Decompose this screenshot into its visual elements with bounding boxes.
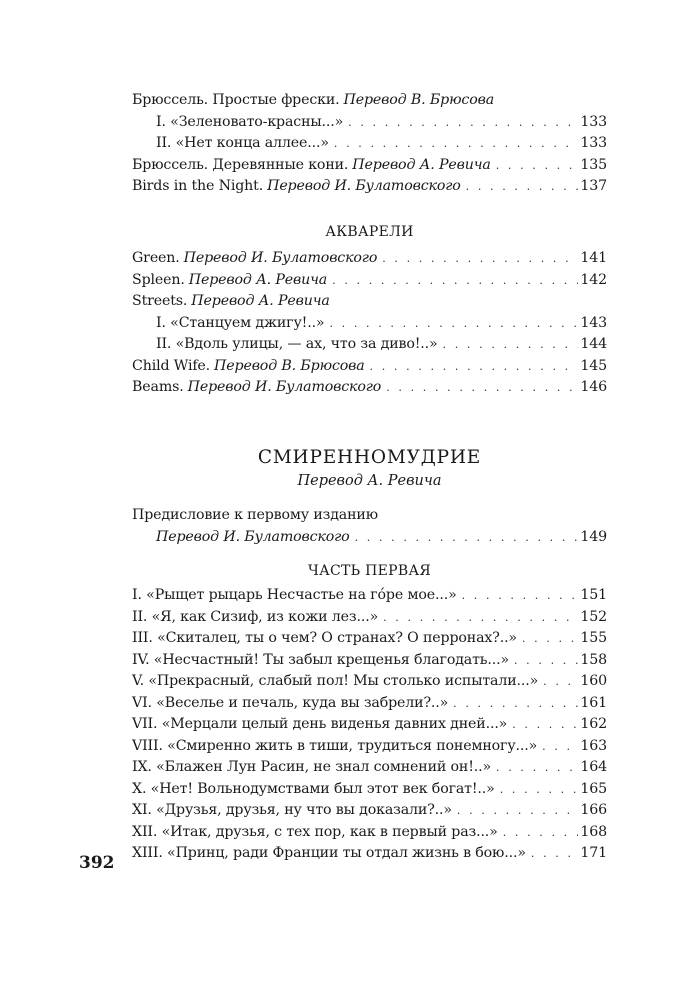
- toc-entry-title: [132, 628, 517, 650]
- dot-leader: [348, 112, 578, 134]
- toc-entry: [132, 90, 607, 112]
- toc-entry-page: 158: [580, 651, 607, 668]
- toc-group-part-one: [132, 585, 607, 865]
- entry-title-text: Beams.: [132, 379, 184, 395]
- toc-entry-title: [132, 585, 457, 607]
- toc-entry: [132, 800, 607, 822]
- toc-group-brussels: [132, 90, 607, 198]
- dot-leader: [453, 693, 578, 715]
- toc-entry-page: 161: [580, 694, 607, 711]
- dot-leader: [512, 714, 578, 736]
- toc-entry-title: [132, 505, 378, 527]
- entry-title-text: Green.: [132, 250, 180, 266]
- toc-entry-title: [132, 800, 452, 822]
- toc-entry: [132, 291, 607, 313]
- toc-group-preface: [132, 505, 607, 548]
- toc-entry-title: [132, 779, 495, 801]
- dot-leader: [542, 736, 578, 758]
- toc-entry-page: 135: [580, 156, 607, 173]
- toc-entry: [132, 377, 607, 399]
- toc-entry-title: [132, 607, 378, 629]
- toc-entry-page: 142: [580, 271, 607, 288]
- dot-leader: [383, 607, 578, 629]
- part-translator: Перевод А. Ревича: [297, 473, 442, 489]
- dot-leader: [334, 133, 578, 155]
- entry-title-text: X. «Нет! Вольнодумствами был этот век богат!..»: [132, 780, 495, 797]
- toc-entry-page: 137: [580, 178, 607, 194]
- toc-entry: [132, 270, 607, 292]
- toc-entry-page: 171: [580, 845, 607, 861]
- toc-entry-title: [156, 133, 329, 155]
- toc-entry-title: [156, 527, 350, 549]
- page-number: 392: [79, 853, 115, 873]
- toc-entry-title: [132, 736, 537, 758]
- toc-entry-title: [132, 291, 330, 313]
- toc-entry-page: 151: [580, 587, 607, 603]
- toc-entry: [132, 527, 607, 549]
- toc-group-aquarelles: [132, 248, 607, 399]
- toc-entry: [132, 650, 607, 672]
- entry-translator: Перевод А. Ревича: [191, 293, 330, 309]
- toc-entry-title: [156, 112, 343, 134]
- dot-leader: [386, 377, 578, 399]
- entry-translator: Перевод И. Булатовского: [267, 178, 461, 194]
- toc-entry-page: 133: [580, 113, 607, 130]
- toc-entry-title: [132, 843, 526, 865]
- dot-leader: [514, 650, 578, 672]
- entry-title-text: III. «Скиталец, ты о чем? О странах? О перронах?..»: [132, 630, 517, 646]
- toc-entry-page: 168: [580, 823, 607, 840]
- toc-entry-title: [156, 334, 438, 356]
- dot-leader: [382, 248, 578, 270]
- dot-leader: [370, 356, 579, 378]
- entry-title-text: VII. «Мерцали целый день виденья давних дней...»: [132, 716, 508, 732]
- dot-leader: [543, 671, 578, 693]
- toc-entry: [132, 112, 607, 134]
- entry-title-text: II. «Я, как Сизиф, из кожи лез...»: [132, 608, 379, 625]
- toc-entry: [132, 313, 607, 335]
- toc-entry: [132, 334, 607, 356]
- toc-entry-title: [132, 671, 538, 693]
- toc-entry-page: 152: [580, 608, 607, 625]
- toc-entry: [132, 155, 607, 177]
- entry-translator: Перевод И. Булатовского: [187, 379, 382, 395]
- toc-entry-title: [132, 90, 494, 112]
- toc-entry: [132, 671, 607, 693]
- dot-leader: [531, 843, 578, 865]
- dot-leader: [457, 800, 578, 822]
- toc-entry-title: [132, 356, 365, 378]
- entry-title-text: II. «Нет конца аллее...»: [156, 135, 329, 151]
- toc-entry-title: [132, 822, 498, 844]
- toc-entry: [132, 628, 607, 650]
- dot-leader: [522, 628, 578, 650]
- toc-entry: [132, 843, 607, 865]
- toc-entry: [132, 356, 607, 378]
- toc-entry: [132, 133, 607, 155]
- toc-entry: [132, 822, 607, 844]
- entry-title-text: XIII. «Принц, ради Франции ты отдал жизнь в бою...»: [132, 845, 526, 861]
- entry-title-text: I. «Рыщет рыцарь Несчастье на гóре мое...»: [132, 587, 457, 603]
- toc-entry-title: [132, 650, 509, 672]
- toc-entry-page: 149: [580, 528, 607, 545]
- entry-title-text: Брюссель. Деревянные кони.: [132, 156, 349, 173]
- dot-leader: [500, 779, 579, 801]
- dot-leader: [443, 334, 579, 356]
- entry-title-text: Spleen.: [132, 271, 185, 288]
- toc-entry: [132, 757, 607, 779]
- entry-title-text: VI. «Веселье и печаль, куда вы забрели?..»: [132, 694, 449, 711]
- entry-title-text: Брюссель. Простые фрески.: [132, 92, 340, 108]
- toc-entry-page: 146: [580, 379, 607, 395]
- dot-leader: [496, 757, 578, 779]
- entry-translator: Перевод И. Булатовского: [183, 250, 378, 266]
- toc-entry: [132, 714, 607, 736]
- dot-leader: [503, 822, 579, 844]
- entry-translator: Перевод А. Ревича: [352, 156, 491, 173]
- toc-entry-page: 144: [580, 336, 607, 352]
- toc-entry: [132, 505, 607, 527]
- entry-title-text: I. «Зеленовато-красны...»: [156, 113, 344, 130]
- toc-entry-page: 155: [580, 630, 607, 646]
- toc-entry-page: 162: [580, 716, 607, 732]
- entry-title-text: XI. «Друзья, друзья, ну что вы доказали?..»: [132, 802, 452, 818]
- toc-entry-page: 141: [580, 250, 607, 266]
- entry-title-text: Предисловие к первому изданию: [132, 507, 378, 523]
- toc-entry-page: 145: [580, 357, 607, 374]
- entry-title-text: IX. «Блажен Лун Расин, не знал сомнений он!..»: [132, 759, 492, 775]
- entry-title-text: XII. «Итак, друзья, с тех пор, как в первый раз...»: [132, 823, 498, 840]
- toc-entry-page: 133: [580, 135, 607, 151]
- dot-leader: [329, 313, 578, 335]
- entry-title-text: Streets.: [132, 293, 188, 309]
- toc-entry: [132, 607, 607, 629]
- toc-entry-page: 160: [580, 673, 607, 689]
- section-heading-part-one: ЧАСТЬ ПЕРВАЯ: [307, 563, 431, 579]
- toc-entry: [132, 248, 607, 270]
- toc-entry-title: [132, 757, 491, 779]
- entry-title-text: VIII. «Смиренно жить в тиши, трудиться понемногу...»: [132, 737, 538, 754]
- toc-entry: [132, 779, 607, 801]
- toc-entry-title: [132, 248, 377, 270]
- toc-entry-title: [132, 377, 381, 399]
- entry-title-text: V. «Прекрасный, слабый пол! Мы столько испытали...»: [132, 673, 539, 689]
- toc-entry: [132, 693, 607, 715]
- dot-leader: [496, 155, 579, 177]
- toc-entry-page: 166: [580, 802, 607, 818]
- section-heading-aquarelles: АКВАРЕЛИ: [325, 224, 414, 240]
- toc-entry-page: 164: [580, 759, 607, 775]
- toc-entry-title: [156, 313, 324, 335]
- entry-translator: Перевод В. Брюсова: [214, 357, 365, 374]
- part-title: СМИРЕННОМУДРИЕ: [257, 447, 482, 468]
- toc-entry-title: [132, 693, 448, 715]
- toc-entry-page: 163: [580, 737, 607, 754]
- entry-translator: Перевод А. Ревича: [188, 271, 328, 288]
- entry-title-text: IV. «Несчастный! Ты забыл крещенья благодать...»: [132, 651, 509, 668]
- entry-title-text: I. «Станцуем джигу!..»: [156, 314, 325, 331]
- dot-leader: [466, 176, 579, 198]
- toc-entry-title: [132, 270, 327, 292]
- toc-entry-page: 165: [580, 780, 607, 797]
- toc-entry-title: [132, 714, 507, 736]
- dot-leader: [332, 270, 578, 292]
- toc-entry-title: [132, 155, 491, 177]
- toc-entry-page: 143: [580, 314, 607, 331]
- toc-entry: [132, 736, 607, 758]
- entry-title-text: II. «Вдоль улицы, — ах, что за диво!..»: [156, 336, 438, 352]
- dot-leader: [355, 527, 579, 549]
- toc-entry: [132, 176, 607, 198]
- entry-translator: Перевод И. Булатовского: [156, 528, 350, 545]
- toc-entry-title: [132, 176, 461, 198]
- entry-title-text: Birds in the Night.: [132, 178, 264, 194]
- dot-leader: [462, 585, 579, 607]
- entry-title-text: Child Wife.: [132, 357, 211, 374]
- entry-translator: Перевод В. Брюсова: [343, 92, 495, 108]
- toc-entry: [132, 585, 607, 607]
